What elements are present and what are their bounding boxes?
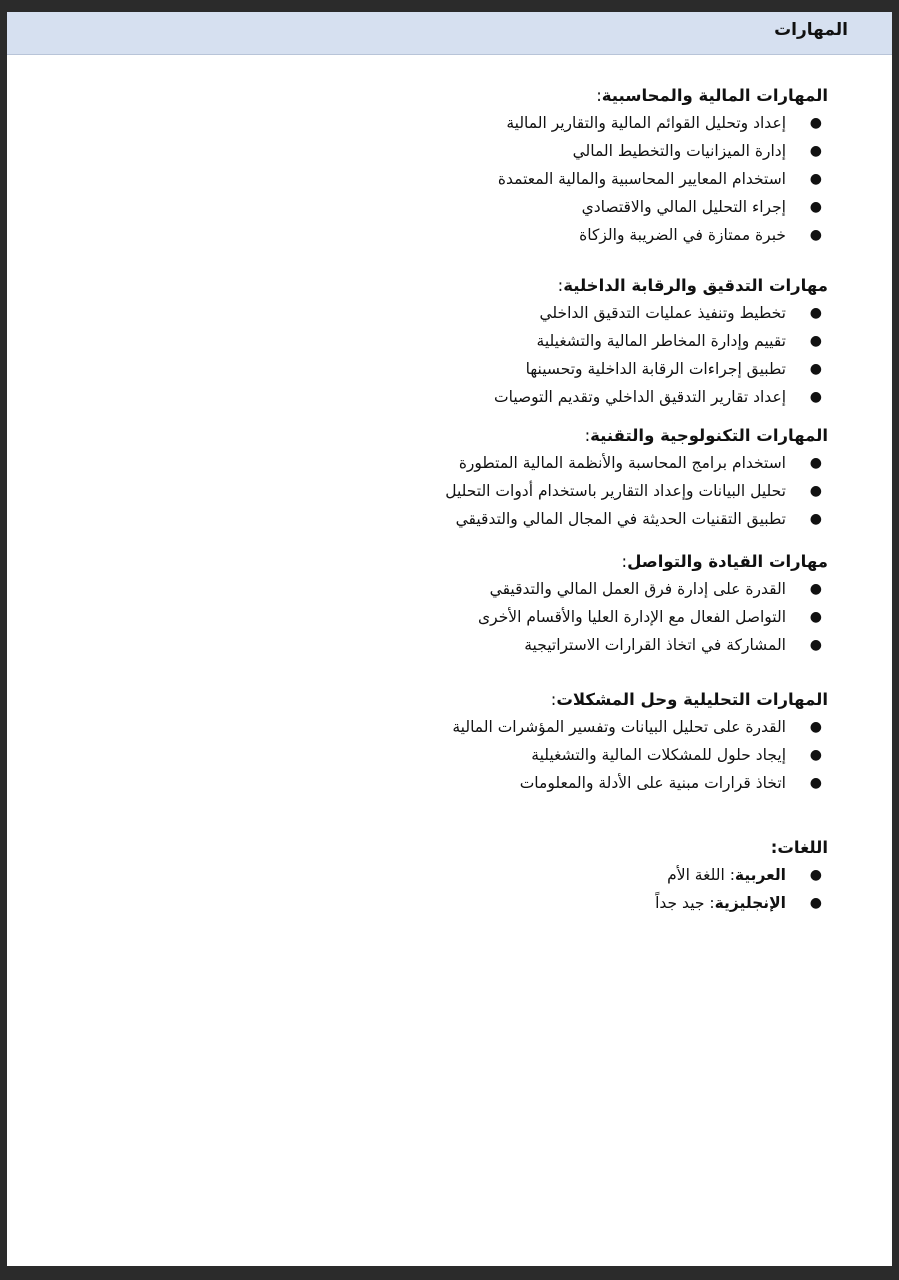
- section-title: المهارات التكنولوجية والتقنية:: [584, 426, 828, 445]
- list-item: [68, 137, 828, 165]
- bullet-icon: ●: [809, 199, 822, 215]
- list-item-text: اتخاذ قرارات مبنية على الأدلة والمعلومات: [519, 774, 786, 792]
- bullet-icon: ●: [809, 581, 822, 597]
- list-item: [68, 327, 828, 355]
- section-title: المهارات المالية والمحاسبية:: [596, 86, 828, 105]
- bullet-icon: ●: [809, 609, 822, 625]
- bullet-icon: ●: [809, 389, 822, 405]
- list-item-text: إيجاد حلول للمشكلات المالية والتشغيلية: [531, 746, 786, 764]
- section-audit-internal-control: [68, 273, 828, 411]
- section-title-text: المهارات التحليلية وحل المشكلات: [556, 690, 828, 709]
- language-name: الإنجليزية: [714, 894, 786, 912]
- list-item-text: استخدام المعايير المحاسبية والمالية المعتمدة: [497, 170, 786, 188]
- section-title: مهارات التدقيق والرقابة الداخلية:: [557, 276, 828, 295]
- bullet-icon: ●: [809, 333, 822, 349]
- language-level: جيد جداً: [655, 894, 705, 912]
- section-leadership-communication: [68, 549, 828, 659]
- list-item: [68, 165, 828, 193]
- bullet-icon: ●: [809, 143, 822, 159]
- list-item-text: استخدام برامج المحاسبة والأنظمة المالية المتطورة: [458, 454, 786, 472]
- section-financial-accounting: [68, 83, 828, 249]
- language-level: اللغة الأم: [667, 866, 725, 884]
- skill-list: [68, 109, 828, 249]
- section-title: المهارات التحليلية وحل المشكلات:: [550, 690, 828, 709]
- section-technology: [68, 423, 828, 533]
- list-item: [68, 603, 828, 631]
- bullet-icon: ●: [809, 115, 822, 131]
- skill-list: [68, 449, 828, 533]
- list-item-text: تقييم وإدارة المخاطر المالية والتشغيلية: [536, 332, 786, 350]
- language-name: العربية: [734, 866, 786, 884]
- list-item: [68, 741, 828, 769]
- list-item: [68, 505, 828, 533]
- bullet-icon: ●: [809, 511, 822, 527]
- list-item: [68, 299, 828, 327]
- list-item-text: المشاركة في اتخاذ القرارات الاستراتيجية: [524, 636, 786, 654]
- list-item: [68, 221, 828, 249]
- bullet-icon: ●: [809, 171, 822, 187]
- bullet-icon: ●: [809, 747, 822, 763]
- list-item-text: القدرة على تحليل البيانات وتفسير المؤشرات المالية: [452, 718, 786, 736]
- list-item-text: التواصل الفعال مع الإدارة العليا والأقسام الأخرى: [478, 608, 786, 626]
- bullet-icon: ●: [809, 637, 822, 653]
- section-title-text: المهارات المالية والمحاسبية: [601, 86, 828, 105]
- section-languages: [68, 835, 828, 917]
- bullet-icon: ●: [809, 455, 822, 471]
- section-title-text: اللغات: [777, 838, 828, 857]
- list-item: ● الإنجليزية: جيد جداً: [68, 889, 828, 917]
- list-item-text: تحليل البيانات وإعداد التقارير باستخدام أدوات التحليل: [445, 482, 786, 500]
- skill-list: [68, 713, 828, 797]
- skills-content: [68, 74, 828, 917]
- list-item-text: خبرة ممتازة في الضريبة والزكاة: [579, 226, 786, 244]
- list-item: [68, 575, 828, 603]
- skill-list: [68, 575, 828, 659]
- list-item: [68, 383, 828, 411]
- list-item-text: تطبيق التقنيات الحديثة في المجال المالي والتدقيقي: [455, 510, 786, 528]
- list-item-text: إعداد وتحليل القوائم المالية والتقارير المالية: [506, 114, 786, 132]
- list-item: [68, 769, 828, 797]
- section-title-text: مهارات التدقيق والرقابة الداخلية: [563, 276, 828, 295]
- bullet-icon: ●: [809, 867, 822, 883]
- list-item: [68, 477, 828, 505]
- list-item-text: إجراء التحليل المالي والاقتصادي: [581, 198, 786, 216]
- list-item: [68, 713, 828, 741]
- bullet-icon: ●: [809, 361, 822, 377]
- list-item: [68, 355, 828, 383]
- list-item: [68, 631, 828, 659]
- bullet-icon: ●: [809, 719, 822, 735]
- section-analytical-problem-solving: [68, 687, 828, 797]
- bullet-icon: ●: [809, 483, 822, 499]
- bullet-icon: ●: [809, 305, 822, 321]
- list-item: ● العربية: اللغة الأم: [68, 861, 828, 889]
- bullet-icon: ●: [809, 227, 822, 243]
- bullet-icon: ●: [809, 775, 822, 791]
- bullet-icon: ●: [809, 895, 822, 911]
- language-list: [68, 861, 828, 917]
- section-title: اللغات:: [770, 838, 828, 857]
- list-item-text: تطبيق إجراءات الرقابة الداخلية وتحسينها: [525, 360, 786, 378]
- list-item: [68, 109, 828, 137]
- skill-list: [68, 299, 828, 411]
- page-title: المهارات: [774, 20, 848, 40]
- list-item-text: إدارة الميزانيات والتخطيط المالي: [572, 142, 786, 160]
- list-item-text: القدرة على إدارة فرق العمل المالي والتدقيقي: [489, 580, 786, 598]
- section-title-text: مهارات القيادة والتواصل: [627, 552, 828, 571]
- list-item-text: إعداد تقارير التدقيق الداخلي وتقديم التوصيات: [494, 388, 786, 406]
- list-item-text: تخطيط وتنفيذ عمليات التدقيق الداخلي: [539, 304, 786, 322]
- list-item: [68, 449, 828, 477]
- section-header-bar: [7, 12, 892, 55]
- section-title: مهارات القيادة والتواصل:: [621, 552, 828, 571]
- document-page: [7, 12, 892, 1266]
- list-item: [68, 193, 828, 221]
- section-title-text: المهارات التكنولوجية والتقنية: [590, 426, 828, 445]
